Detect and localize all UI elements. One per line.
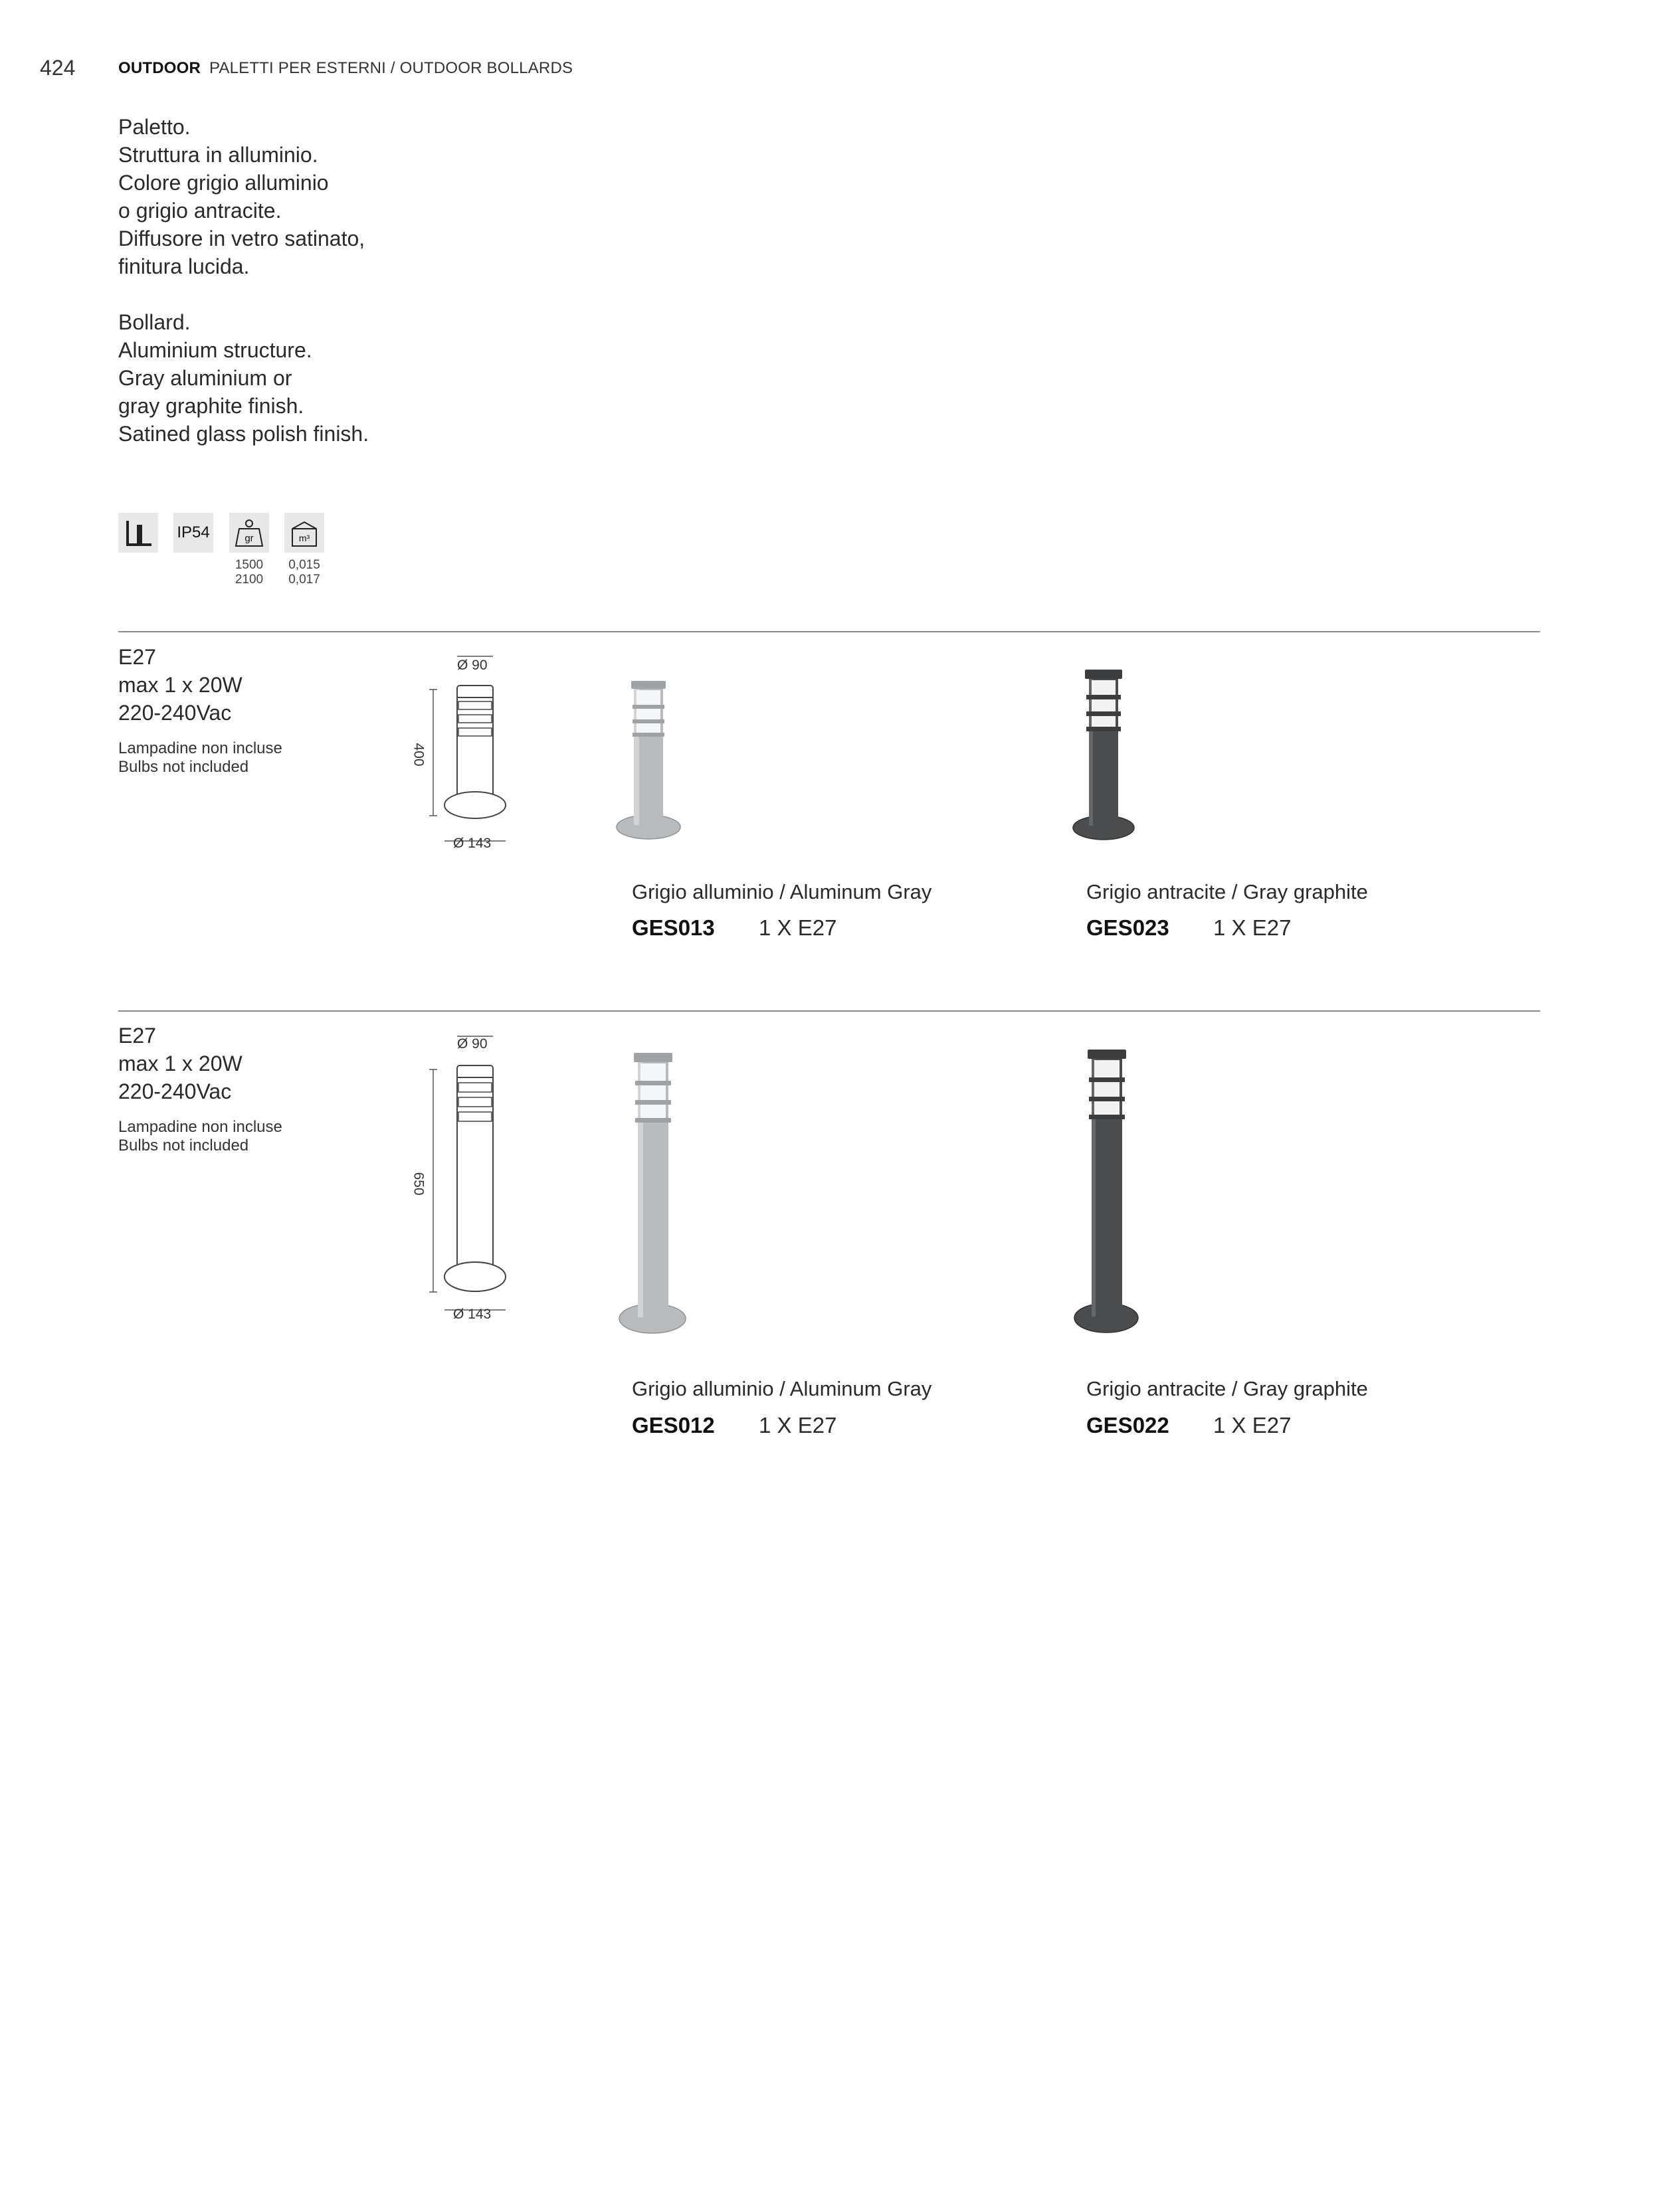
description-italian [118,113,365,280]
technical-drawing [412,1030,518,1322]
product-spec [118,1022,243,1105]
section-title: OUTDOOR [118,59,201,77]
bulb-note [118,739,282,777]
spec-line: E27 [118,645,156,669]
description-line: Gray aluminium or [118,366,292,390]
product-qty: 1 X E27 [759,1413,837,1437]
dimension-base: Ø 143 [453,1307,492,1322]
section-divider [118,631,1540,632]
description-line: Paletto. [118,115,191,139]
technical-drawing [412,651,518,850]
description-english [118,308,369,448]
ip-rating: IP54 [177,523,210,541]
ip-rating-badge [173,513,213,553]
description-line: Struttura in alluminio. [118,143,318,167]
product-qty: 1 X E27 [759,915,837,940]
section-divider [118,1010,1540,1012]
description-line: Aluminium structure. [118,338,312,362]
weight-value: 1500 [235,558,264,572]
note-line: Lampadine non incluse [118,1118,282,1136]
note-line: Bulbs not included [118,758,249,776]
volume-value: 0,015 [288,558,320,572]
volume-values [284,558,324,587]
bulb-note [118,1118,282,1155]
variant-label: Grigio antracite / Gray graphite [1086,1377,1368,1400]
product-code: GES022 [1086,1413,1169,1437]
dimension-top: Ø 90 [457,1036,488,1052]
weight-value: 2100 [235,573,264,587]
volume-value: 0,017 [288,573,320,587]
spec-line: 220-240Vac [118,701,232,725]
spec-line: 220-240Vac [118,1079,232,1103]
product-code: GES013 [632,915,715,940]
product-spec [118,643,243,727]
product-image [1065,1043,1151,1342]
dimension-base: Ø 143 [453,836,492,851]
description-line: Diffusore in vetro satinato, [118,227,365,250]
product-code: GES023 [1086,915,1169,940]
product-image [611,668,691,850]
section-subtitle: PALETTI PER ESTERNI / OUTDOOR BOLLARDS [209,59,573,77]
volume-unit: m³ [298,533,310,543]
product-code: GES012 [632,1413,715,1437]
note-line: Lampadine non incluse [118,739,282,757]
description-line: Satined glass polish finish. [118,422,369,446]
description-line: gray graphite finish. [118,394,304,418]
product-qty: 1 X E27 [1213,1413,1292,1437]
variant-label: Grigio alluminio / Aluminum Gray [632,880,932,903]
description-line: finitura lucida. [118,254,250,278]
spec-line: max 1 x 20W [118,673,243,697]
dimension-height: 400 [411,743,427,767]
weight-values [229,558,269,587]
variant-label: Grigio alluminio / Aluminum Gray [632,1377,932,1400]
spec-line: E27 [118,1024,156,1048]
variant-label: Grigio antracite / Gray graphite [1086,880,1368,903]
ground-mount-icon [118,513,158,553]
description-line: o grigio antracite. [118,199,282,223]
spec-line: max 1 x 20W [118,1052,243,1075]
page-number: 424 [40,56,76,80]
dimension-height: 650 [411,1172,427,1196]
weight-unit: gr [244,533,254,544]
dimension-top: Ø 90 [457,658,488,673]
note-line: Bulbs not included [118,1137,249,1154]
volume-icon [284,513,324,553]
product-qty: 1 X E27 [1213,915,1292,940]
description-line: Bollard. [118,310,191,334]
description-line: Colore grigio alluminio [118,171,329,195]
product-image [1065,664,1145,850]
weight-icon [229,513,269,553]
page-header [118,59,573,78]
product-image [611,1046,698,1342]
